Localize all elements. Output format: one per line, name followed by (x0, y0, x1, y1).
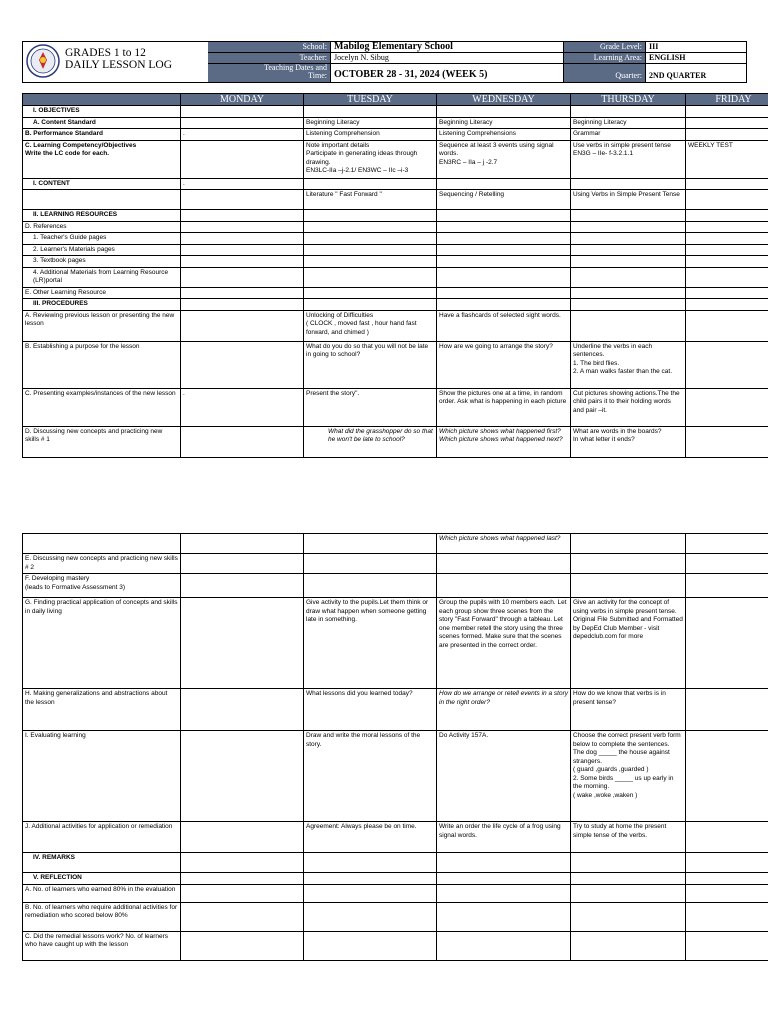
table-cell: Unlocking of Difficulties ( CLOCK , moved fast , hour hand fast forward, and chimed ) (304, 310, 437, 341)
table-cell (437, 853, 571, 873)
table-cell: Sequencing / Retelling (437, 190, 571, 210)
grade-level-value: III (645, 42, 746, 52)
table-cell: Try to study at home the present simple tense of the verbs. (571, 822, 686, 853)
row-label: B. Establishing a purpose for the lesson (23, 341, 181, 388)
row-label: C. Did the remedial lessons work? No. of learners who have caught up with the lesson (23, 931, 181, 960)
table-cell: How are we going to arrange the story? (437, 341, 571, 388)
table-cell (571, 210, 686, 222)
table-cell (304, 554, 437, 574)
row-label: A. No. of learners who earned 80% in the evaluation (23, 884, 181, 902)
table-cell (686, 598, 768, 689)
table-cell (571, 221, 686, 233)
table-row (23, 902, 768, 931)
table-cell (304, 210, 437, 222)
table-cell (437, 106, 571, 118)
row-label: IV. REMARKS (23, 853, 181, 873)
table-cell: Grammar (571, 129, 686, 141)
table-row (23, 299, 768, 311)
teacher-label: Teacher: (208, 53, 330, 63)
table-cell (304, 221, 437, 233)
header-title-block (23, 42, 209, 82)
table-cell (181, 267, 304, 287)
table-cell (571, 534, 686, 554)
table-cell (181, 426, 304, 457)
table-cell (181, 341, 304, 388)
row-label: I. OBJECTIVES (23, 106, 181, 118)
table-cell (686, 388, 768, 426)
table-cell (181, 244, 304, 256)
learning-area-label: Learning Area: (563, 53, 645, 63)
table-cell: What lessons did you learned today? (304, 689, 437, 731)
table-row (23, 689, 768, 731)
table-row (23, 822, 768, 853)
table-row (23, 210, 768, 222)
table-row (23, 190, 768, 210)
table-cell (437, 554, 571, 574)
table-cell (686, 931, 768, 960)
table-cell (437, 873, 571, 885)
table-row (23, 287, 768, 299)
table-row (23, 598, 768, 689)
table-row (23, 233, 768, 245)
table-row (23, 426, 768, 457)
table-cell (571, 884, 686, 902)
row-label (23, 190, 181, 210)
lesson-table-page1 (22, 93, 768, 458)
table-row (23, 221, 768, 233)
table-row (23, 140, 768, 178)
table-cell (686, 233, 768, 245)
table-row (23, 554, 768, 574)
table-cell: Have a flashcards of selected sight words. (437, 310, 571, 341)
table-cell (437, 267, 571, 287)
row-label: V. REFLECTION (23, 873, 181, 885)
table-cell (571, 853, 686, 873)
table-cell (571, 873, 686, 885)
dates-label-line1: Teaching Dates and (264, 64, 327, 72)
table-cell (181, 554, 304, 574)
table-cell (181, 190, 304, 210)
table-cell (181, 233, 304, 245)
table-cell (181, 574, 304, 598)
table-cell (181, 853, 304, 873)
school-label: School: (208, 42, 330, 52)
table-cell (304, 106, 437, 118)
table-cell: Give activity to the pupils.Let them think or draw what happen when someone getting late in something. (304, 598, 437, 689)
table-cell (686, 267, 768, 287)
table-cell: Beginning Literacy (437, 117, 571, 129)
table-row (23, 129, 768, 141)
table-cell (181, 902, 304, 931)
table-cell (571, 931, 686, 960)
table-cell (304, 931, 437, 960)
table-cell (304, 873, 437, 885)
table-cell (304, 574, 437, 598)
table-cell (686, 129, 768, 141)
lesson-rows-page1 (23, 106, 768, 458)
table-cell (571, 574, 686, 598)
table-row (23, 884, 768, 902)
table-cell (304, 233, 437, 245)
table-cell (571, 310, 686, 341)
table-cell (304, 178, 437, 190)
dates-label-line2: Time: (308, 71, 327, 80)
table-cell (304, 902, 437, 931)
table-cell (571, 178, 686, 190)
table-row (23, 574, 768, 598)
table-cell (571, 299, 686, 311)
table-cell (181, 884, 304, 902)
table-cell (571, 902, 686, 931)
table-cell (437, 256, 571, 268)
table-cell (181, 310, 304, 341)
table-cell: Write an order the life cycle of a frog using signal words. (437, 822, 571, 853)
table-cell (304, 256, 437, 268)
table-cell: Underline the verbs in each sentences. 1. The bird flies. 2. A man walks faster than the cat. (571, 341, 686, 388)
row-label: I. Evaluating learning (23, 731, 181, 822)
table-cell: Give an activity for the concept of using verbs in simple present tense. Original File Submitted and Formatted by DepEd Club Member - visit depedclub.com for more (571, 598, 686, 689)
table-cell (181, 117, 304, 129)
teacher-value: Jocelyn N. Sibug (330, 53, 563, 63)
table-cell: Which picture shows what happened first? Which picture shows what happened next? (437, 426, 571, 457)
table-row (23, 534, 768, 554)
table-cell (304, 287, 437, 299)
table-cell (686, 689, 768, 731)
table-cell (686, 287, 768, 299)
table-cell (437, 931, 571, 960)
table-cell (304, 267, 437, 287)
day-header-tuesday: TUESDAY (304, 94, 437, 106)
table-cell (437, 884, 571, 902)
row-label: E. Discussing new concepts and practicing new skills # 2 (23, 554, 181, 574)
header-title-line2: DAILY LESSON LOG (65, 59, 173, 71)
row-label: 3. Textbook pages (23, 256, 181, 268)
row-label: C. Presenting examples/instances of the new lesson (23, 388, 181, 426)
table-cell (304, 884, 437, 902)
row-label: A. Content Standard (23, 117, 181, 129)
table-cell (437, 221, 571, 233)
row-label: G. Finding practical application of concepts and skills in daily living (23, 598, 181, 689)
table-row (23, 244, 768, 256)
table-row (23, 853, 768, 873)
table-row (23, 178, 768, 190)
school-value: Mabilog Elementary School (330, 42, 563, 52)
row-label: J. Additional activities for application or remediation (23, 822, 181, 853)
table-cell (181, 822, 304, 853)
table-row (23, 388, 768, 426)
table-cell (686, 574, 768, 598)
table-row (23, 117, 768, 129)
row-label (23, 534, 181, 554)
row-label: C. Learning Competency/Objectives Write the LC code for each. (23, 140, 181, 178)
table-cell (437, 287, 571, 299)
table-cell: Note important details Participate in generating ideas through drawing. EN3LC-IIa –j-2.1/ EN3WC – IIc –i-3 (304, 140, 437, 178)
table-row (23, 873, 768, 885)
row-label: B. No. of learners who require additional activities for remediation who scored below 80% (23, 902, 181, 931)
table-cell (571, 256, 686, 268)
quarter-label: Quarter: (563, 64, 645, 82)
row-label: III. PROCEDURES (23, 299, 181, 311)
day-header-blank (23, 94, 181, 106)
table-cell (686, 822, 768, 853)
deped-seal-icon (26, 44, 60, 78)
table-cell (181, 221, 304, 233)
table-cell: How do we arrange or retell events in a story in the right order? (437, 689, 571, 731)
row-label: 1. Teacher's Guide pages (23, 233, 181, 245)
table-cell: Listening Comprehension (304, 129, 437, 141)
table-cell: Literature " Fast Forward " (304, 190, 437, 210)
table-cell (437, 210, 571, 222)
table-cell (686, 299, 768, 311)
table-cell (181, 873, 304, 885)
table-row (23, 310, 768, 341)
header-info-grid (208, 42, 746, 82)
table-row (23, 267, 768, 287)
table-cell (181, 534, 304, 554)
table-cell: Beginning Literacy (304, 117, 437, 129)
table-cell (571, 554, 686, 574)
dates-value: OCTOBER 28 - 31, 2024 (WEEK 5) (330, 64, 563, 82)
table-cell: What do you do so that you will not be late in going to school? (304, 341, 437, 388)
table-cell (437, 178, 571, 190)
learning-area-value: ENGLISH (645, 53, 746, 63)
table-cell: . (181, 129, 304, 141)
table-cell (181, 140, 304, 178)
table-cell (181, 931, 304, 960)
table-cell: Use verbs in simple present tense EN3G – IIe- f-3.2.1.1 (571, 140, 686, 178)
table-cell: How do we know that verbs is in present tense? (571, 689, 686, 731)
row-label: II. LEARNING RESOURCES (23, 210, 181, 222)
table-cell (437, 574, 571, 598)
table-cell: Cut pictures showing actions.The the child pairs it to their holding words and pair –it. (571, 388, 686, 426)
table-cell: Present the story". (304, 388, 437, 426)
row-label: 2. Learner's Materials pages (23, 244, 181, 256)
table-cell (304, 534, 437, 554)
dates-label (208, 64, 330, 82)
row-label: A. Reviewing previous lesson or presenting the new lesson (23, 310, 181, 341)
header-box (22, 41, 747, 83)
lesson-rows-page2 (23, 534, 768, 961)
table-cell: . (181, 388, 304, 426)
table-cell (686, 554, 768, 574)
table-cell (437, 299, 571, 311)
table-cell (686, 310, 768, 341)
row-label: I. CONTENT (23, 178, 181, 190)
quarter-value: 2ND QUARTER (645, 64, 746, 82)
table-cell (181, 299, 304, 311)
table-cell: What are words in the boards? In what letter it ends? (571, 426, 686, 457)
table-cell (437, 233, 571, 245)
table-cell: Group the pupils with 10 members each. Let each group show three scenes from the story "Fast Forward" through a tableau. Let one member retell the story using the three scenes formed. Make sure that the scenes are presented in the correct order. (437, 598, 571, 689)
row-label: E. Other Learning Resource (23, 287, 181, 299)
table-cell (181, 287, 304, 299)
table-cell: Show the pictures one at a time, in random order. Ask what is happening in each picture (437, 388, 571, 426)
row-label: D. References (23, 221, 181, 233)
row-label: F. Developing mastery (leads to Formative Assessment 3) (23, 574, 181, 598)
table-cell: . (181, 178, 304, 190)
grade-level-label: Grade Level: (563, 42, 645, 52)
table-cell (304, 244, 437, 256)
table-cell (181, 210, 304, 222)
table-cell: Beginning Literacy (571, 117, 686, 129)
table-row (23, 106, 768, 118)
row-label: 4. Additional Materials from Learning Resource (LR)portal (23, 267, 181, 287)
table-cell (571, 244, 686, 256)
table-cell (181, 106, 304, 118)
table-cell: Agreement: Always please be on time. (304, 822, 437, 853)
table-cell: Which picture shows what happened last? (437, 534, 571, 554)
table-cell (181, 689, 304, 731)
table-row (23, 341, 768, 388)
table-cell (686, 341, 768, 388)
table-row (23, 256, 768, 268)
table-cell (686, 902, 768, 931)
table-cell: Do Activity 157A. (437, 731, 571, 822)
table-cell (181, 256, 304, 268)
table-cell (571, 233, 686, 245)
table-cell (686, 256, 768, 268)
table-cell (437, 902, 571, 931)
table-cell: WEEKLY TEST (686, 140, 768, 178)
table-cell (686, 884, 768, 902)
table-cell: What did the grasshopper do so that he won't be late to school? (304, 426, 437, 457)
table-cell: Using Verbs in Simple Present Tense (571, 190, 686, 210)
table-row (23, 731, 768, 822)
table-cell: Listening Comprehensions (437, 129, 571, 141)
table-cell (686, 534, 768, 554)
table-cell (304, 853, 437, 873)
table-cell (686, 244, 768, 256)
table-cell (686, 853, 768, 873)
table-cell (686, 221, 768, 233)
header-title-line1: GRADES 1 to 12 (65, 47, 146, 59)
row-label: D. Discussing new concepts and practicing new skills # 1 (23, 426, 181, 457)
table-cell (686, 731, 768, 822)
table-cell (571, 287, 686, 299)
row-label: H. Making generalizations and abstractions about the lesson (23, 689, 181, 731)
day-header-friday: FRIDAY (686, 94, 768, 106)
table-cell (686, 873, 768, 885)
table-cell (571, 106, 686, 118)
day-header-thursday: THURSDAY (571, 94, 686, 106)
table-cell: Sequence at least 3 events using signal words. EN3RC – IIa – j -2.7 (437, 140, 571, 178)
table-cell: Draw and write the moral lessons of the story. (304, 731, 437, 822)
table-cell (686, 210, 768, 222)
table-cell (437, 244, 571, 256)
lesson-table-page2 (22, 533, 768, 961)
table-cell (571, 267, 686, 287)
table-cell: Choose the correct present verb form below to complete the sentences. The dog _____ the house against strangers. ( guard ,guards ,guarded ) 2. Some birds _____ us up early in the morning. ( wake ,woke ,waken ) (571, 731, 686, 822)
table-cell (686, 117, 768, 129)
table-cell (181, 731, 304, 822)
row-label: B. Performance Standard (23, 129, 181, 141)
table-cell (304, 299, 437, 311)
table-cell (686, 106, 768, 118)
day-header-monday: MONDAY (181, 94, 304, 106)
table-cell (686, 178, 768, 190)
table-cell (686, 190, 768, 210)
table-cell (686, 426, 768, 457)
day-header-wednesday: WEDNESDAY (437, 94, 571, 106)
table-row (23, 931, 768, 960)
table-cell (181, 598, 304, 689)
